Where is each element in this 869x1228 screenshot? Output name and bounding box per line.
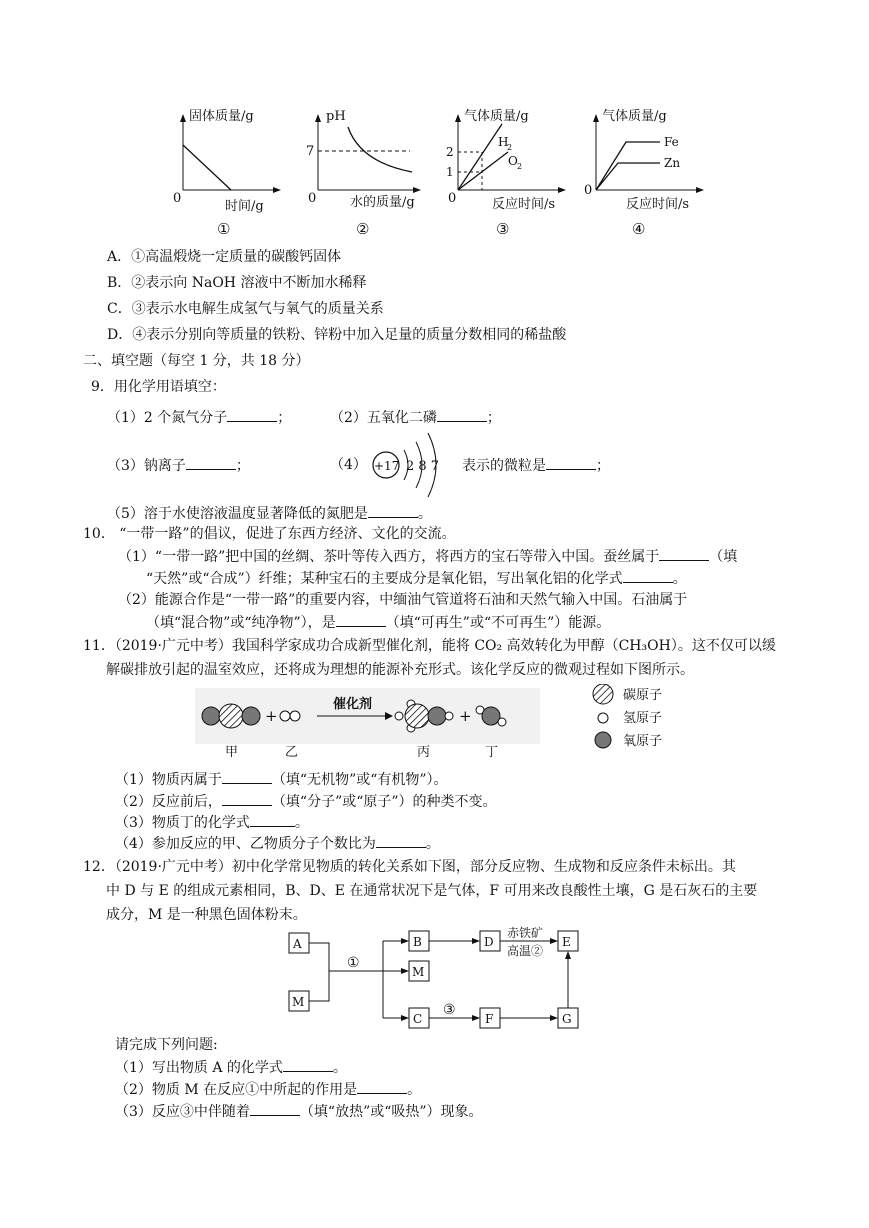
- box-g: G: [562, 1012, 572, 1026]
- q10-part-2-line2: [146, 613, 610, 632]
- g4-origin: 0: [584, 183, 593, 198]
- g3-tick-1: 1: [446, 165, 454, 179]
- graph-4-svg: [578, 100, 718, 240]
- q9-p4-text: 表示的微粒是: [462, 458, 546, 474]
- atom-structure-svg: [368, 428, 458, 502]
- q11-line-2: 解碳排放引起的温室效应，还将成为理想的能源补充形式。该化学反应的微观过程如下图所示。: [106, 662, 694, 678]
- nucleus-charge: +17: [374, 459, 400, 473]
- label-yi: 乙: [285, 745, 299, 760]
- q9-part-4-tail: [462, 456, 610, 475]
- q9-part-2: [330, 408, 501, 427]
- g2-xlabel: 水的质量/g: [350, 195, 415, 210]
- label-ding: 丁: [485, 745, 499, 760]
- q8-option-b: B．②表示向 NaOH 溶液中不断加水稀释: [107, 275, 367, 291]
- g4-zn-label: Zn: [664, 156, 681, 170]
- q9-part-4-num: （4）: [330, 457, 367, 473]
- q10-title: 10． “一带一路”的倡议，促进了东西方经济、文化的交流。: [83, 526, 456, 542]
- g4-fe-label: Fe: [664, 135, 679, 149]
- reaction-2-catalyst: 赤铁矿: [507, 926, 544, 940]
- q10-p1d: 。: [672, 571, 687, 587]
- q11-p2b: （填“分子”或“原子”）的种类不变。: [271, 794, 497, 810]
- g1-ylabel: 固体质量/g: [189, 109, 254, 124]
- q10-p1-blank-2[interactable]: [623, 569, 673, 583]
- g1-origin: 0: [173, 191, 182, 206]
- reaction-3-label: ③: [443, 1002, 456, 1018]
- box-d: D: [484, 935, 494, 949]
- box-b: B: [413, 935, 422, 949]
- q12-line-2: 中 D 与 E 的组成元素相同，B、D、E 在通常状况下是气体，F 可用来改良酸性土壤，G 是石灰石的主要: [106, 883, 758, 899]
- reaction-diagram: [195, 684, 775, 764]
- g3-tick-2: 2: [446, 145, 454, 159]
- q10-part-2-line1: [118, 591, 687, 609]
- q9-p3-semi: ；: [235, 458, 250, 474]
- q10-p2a: （2）能源合作是“一带一路”的重要内容，中缅油气管道将石油和天然气输入中国。石油属于: [118, 592, 688, 608]
- q12-ask: 请完成下列问题:: [115, 1037, 218, 1053]
- g3-h2-sub: 2: [507, 143, 513, 152]
- box-m-1: M: [292, 995, 305, 1009]
- q12-p3-blank[interactable]: [250, 1102, 300, 1116]
- q10-part-1-line1: [118, 547, 737, 566]
- legend-oxygen: 氧原子: [623, 734, 663, 749]
- q9-p3-blank[interactable]: [186, 456, 236, 470]
- q12-part-3: [115, 1102, 483, 1121]
- q8-option-c: C．③表示水电解生成氢气与氧气的质量关系: [107, 301, 384, 317]
- atom-structure-diagram: [368, 428, 458, 502]
- q12-part-2: [115, 1080, 421, 1099]
- q9-p1-semi: ；: [277, 410, 292, 426]
- q12-p1-blank[interactable]: [283, 1058, 333, 1072]
- q12-part-1: [115, 1058, 347, 1077]
- q12-p1b: 。: [332, 1060, 347, 1076]
- graph-1-svg: [165, 100, 285, 240]
- q11-p3-blank[interactable]: [250, 813, 295, 827]
- q10-p2-blank-2[interactable]: [336, 613, 386, 627]
- box-f: F: [485, 1012, 494, 1026]
- g4-number: ④: [632, 220, 646, 238]
- q9-p5-blank[interactable]: [368, 504, 418, 518]
- reaction-diagram-svg: [195, 684, 775, 764]
- q9-p4-blank[interactable]: [546, 456, 596, 470]
- legend-carbon: 碳原子: [623, 688, 663, 703]
- graph-4: [578, 100, 718, 240]
- g2-tick-7: 7: [306, 144, 315, 159]
- g3-o2-label: O: [508, 154, 518, 168]
- q12-p3a: （3）反应③中伴随着: [115, 1104, 250, 1120]
- q12-p2a: （2）物质 M 在反应①中所起的作用是: [115, 1082, 358, 1098]
- q11-p3a: （3）物质丁的化学式: [115, 815, 250, 831]
- q12-p3b: （填“放热”或“吸热”）现象。: [299, 1104, 483, 1120]
- flowchart-svg: [285, 925, 585, 1035]
- q12-line-3: 成分，M 是一种黑色固体粉末。: [106, 907, 307, 923]
- g2-number: ②: [356, 220, 370, 238]
- plus-1: +: [265, 707, 278, 725]
- electron-shells: 2 8 7: [406, 459, 440, 474]
- q10-p2b: （填“混合物”或“纯净物”），是: [146, 615, 336, 631]
- q9-p2-semi: ；: [486, 410, 501, 426]
- q10-p1-blank-1[interactable]: [659, 547, 709, 561]
- graph-2-svg: [300, 100, 430, 240]
- q11-p3b: 。: [294, 815, 309, 831]
- q8-option-d: D．④表示分别向等质量的铁粉、锌粉中加入足量的质量分数相同的稀盐酸: [107, 327, 567, 343]
- q11-part-3: [115, 813, 309, 832]
- q11-p1-blank[interactable]: [222, 770, 272, 784]
- box-c: C: [413, 1012, 423, 1026]
- q11-part-1: [115, 770, 448, 789]
- q9-p5-period: 。: [417, 506, 432, 522]
- q9-title: 9．用化学用语填空：: [91, 379, 226, 395]
- q12-line-1: 12．（2019·广元中考）初中化学常见物质的转化关系如下图，部分反应物、生成物和反应条件未标出。其: [83, 859, 736, 875]
- graph-3-svg: [440, 100, 580, 240]
- q11-p4b: 。: [425, 836, 440, 852]
- reaction-2-label: 高温②: [507, 944, 544, 958]
- q10-p1b: （填: [709, 549, 738, 565]
- g3-origin: 0: [448, 191, 457, 206]
- q9-p4-semi: ；: [596, 458, 610, 474]
- q11-p1b: （填“无机物”或“有机物”）。: [271, 772, 448, 788]
- q9-part-5: [107, 504, 432, 523]
- q11-p1a: （1）物质丙属于: [115, 772, 222, 788]
- q10-p2c: （填“可再生”或“不可再生”）能源。: [385, 615, 611, 631]
- q11-p4a: （4）参加反应的甲、乙物质分子个数比为: [115, 836, 376, 852]
- g4-xlabel: 反应时间/s: [626, 197, 690, 212]
- q9-p1-text: （1）2 个氮气分子: [107, 410, 228, 426]
- conversion-flowchart: [285, 925, 585, 1035]
- g3-xlabel: 反应时间/s: [492, 197, 556, 212]
- box-m-2: M: [412, 965, 425, 979]
- plus-2: +: [459, 707, 472, 725]
- g3-number: ③: [496, 220, 510, 238]
- q10-p1a: （1）“一带一路”把中国的丝绸、茶叶等传入西方，将西方的宝石等带入中国。蚕丝属于: [118, 549, 660, 565]
- reaction-1-label: ①: [347, 955, 360, 971]
- q10-part-1-line2: [146, 569, 687, 588]
- q11-p2a: （2）反应前后，: [115, 794, 222, 810]
- q9-part-1: [107, 408, 291, 427]
- q10-p1c: “天然”或“合成”）纤维；某种宝石的主要成分是氧化铝，写出氧化铝的化学式: [146, 571, 623, 587]
- q12-p2-blank[interactable]: [357, 1080, 407, 1094]
- q9-part-3: [107, 456, 250, 475]
- g3-ylabel: 气体质量/g: [464, 109, 529, 124]
- q11-line-1: 11．（2019·广元中考）我国科学家成功合成新型催化剂，能将 CO₂ 高效转化为甲醇（CH₃OH）。这不仅可以缓: [83, 638, 776, 654]
- g2-origin: 0: [308, 191, 317, 206]
- box-e: E: [562, 935, 571, 949]
- q9-p2-text: （2）五氧化二磷: [330, 410, 437, 426]
- q9-p2-blank[interactable]: [437, 408, 487, 422]
- section-2-heading: 二、填空题（每空 1 分，共 18 分）: [83, 353, 310, 369]
- g3-o2-sub: 2: [517, 162, 523, 171]
- g3-h2-label: H: [498, 135, 509, 149]
- q9-p3-text: （3）钠离子: [107, 458, 186, 474]
- g2-ylabel: pH: [326, 109, 346, 124]
- q11-part-4: [115, 834, 440, 853]
- g1-number: ①: [217, 220, 231, 238]
- q12-p1a: （1）写出物质 A 的化学式: [115, 1060, 283, 1076]
- g4-ylabel: 气体质量/g: [602, 109, 667, 124]
- graph-2: [300, 100, 430, 240]
- q9-p5-text: （5）溶于水使溶液温度显著降低的氮肥是: [107, 506, 368, 522]
- q11-p4-blank[interactable]: [376, 834, 426, 848]
- q8-option-a: A．①高温煅烧一定质量的碳酸钙固体: [107, 249, 342, 265]
- q11-p2-blank[interactable]: [222, 792, 272, 806]
- legend-hydrogen: 氢原子: [623, 711, 663, 726]
- g1-xlabel: 时间/g: [225, 199, 264, 214]
- label-jia: 甲: [225, 745, 239, 760]
- graph-3: [440, 100, 580, 240]
- graph-1: [165, 100, 285, 240]
- q9-p1-blank[interactable]: [227, 408, 277, 422]
- label-bing: 丙: [417, 745, 431, 760]
- q12-p2b: 。: [407, 1082, 422, 1098]
- catalyst-label: 催化剂: [333, 697, 373, 712]
- q11-part-2: [115, 792, 497, 811]
- box-a: A: [293, 937, 302, 951]
